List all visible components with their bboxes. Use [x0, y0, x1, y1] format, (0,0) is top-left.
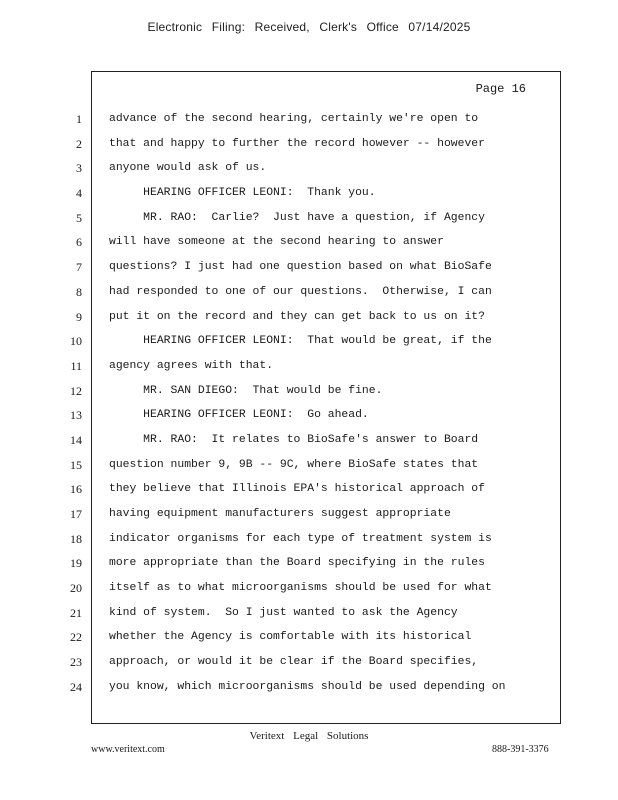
transcript-line: put it on the record and they can get back to us on it? [109, 310, 485, 323]
transcript-line: indicator organisms for each type of treatment system is [109, 532, 492, 545]
transcript-line: anyone would ask of us. [109, 162, 267, 175]
line-number: 5 [76, 210, 82, 225]
transcript-line: MR. SAN DIEGO: That would be fine. [109, 384, 383, 397]
transcript-line: they believe that Illinois EPA's historical approach of [109, 483, 485, 496]
footer-company: Veritext Legal Solutions [249, 730, 369, 742]
line-number-column [58, 112, 82, 705]
line-number: 19 [70, 556, 82, 571]
transcript-line: that and happy to further the record however -- however [109, 137, 485, 150]
line-number: 24 [70, 679, 82, 694]
transcript-line: you know, which microorganisms should be used depending on [109, 680, 506, 693]
transcript-line: approach, or would it be clear if the Board specifies, [109, 656, 479, 669]
transcript-line: more appropriate than the Board specifying in the rules [109, 557, 485, 570]
transcript-line: itself as to what microorganisms should be used for what [109, 582, 492, 595]
transcript-line: HEARING OFFICER LEONI: That would be great, if the [109, 335, 492, 348]
transcript-line: kind of system. So I just wanted to ask the Agency [109, 606, 458, 619]
footer-website: www.veritext.com [91, 744, 165, 755]
footer-phone: 888-391-3376 [492, 744, 549, 755]
transcript-line: advance of the second hearing, certainly we're open to [109, 113, 479, 125]
transcript-line: will have someone at the second hearing to answer [109, 236, 444, 249]
line-number: 6 [76, 235, 82, 250]
line-number: 9 [76, 309, 82, 324]
transcript-line: questions? I just had one question based on what BioSafe [109, 261, 492, 274]
line-number: 14 [70, 432, 82, 447]
line-number: 2 [76, 136, 82, 151]
transcript-line: MR. RAO: It relates to BioSafe's answer to Board [109, 433, 479, 446]
transcript-line: HEARING OFFICER LEONI: Go ahead. [109, 409, 369, 422]
line-number: 12 [70, 383, 82, 398]
line-number: 16 [70, 482, 82, 497]
line-number: 23 [70, 655, 82, 670]
line-number: 1 [76, 112, 82, 126]
line-number: 15 [70, 457, 82, 472]
line-number: 20 [70, 581, 82, 596]
line-number: 4 [76, 186, 82, 201]
line-number: 21 [70, 605, 82, 620]
page-number: Page 16 [475, 82, 526, 96]
transcript-line: MR. RAO: Carlie? Just have a question, if Agency [109, 211, 485, 224]
transcript-line: had responded to one of our questions. Otherwise, I can [109, 285, 492, 298]
line-number: 10 [70, 334, 82, 349]
line-number: 8 [76, 284, 82, 299]
line-number: 11 [70, 358, 82, 373]
transcript-line: question number 9, 9B -- 9C, where BioSafe states that [109, 458, 479, 471]
transcript-line: having equipment manufacturers suggest appropriate [109, 508, 451, 520]
line-number: 3 [76, 161, 82, 176]
line-number: 18 [70, 531, 82, 546]
line-number: 13 [70, 408, 82, 423]
transcript-line: agency agrees with that. [109, 359, 274, 372]
transcript-line: HEARING OFFICER LEONI: Thank you. [109, 187, 376, 200]
line-number: 22 [70, 630, 82, 645]
line-number: 17 [70, 507, 82, 521]
transcript-text [109, 112, 549, 705]
transcript-line: whether the Agency is comfortable with its historical [109, 631, 472, 644]
line-number: 7 [76, 260, 82, 275]
filing-stamp-header: Electronic Filing: Received, Clerk's Office 07/14/2025 [147, 20, 471, 34]
